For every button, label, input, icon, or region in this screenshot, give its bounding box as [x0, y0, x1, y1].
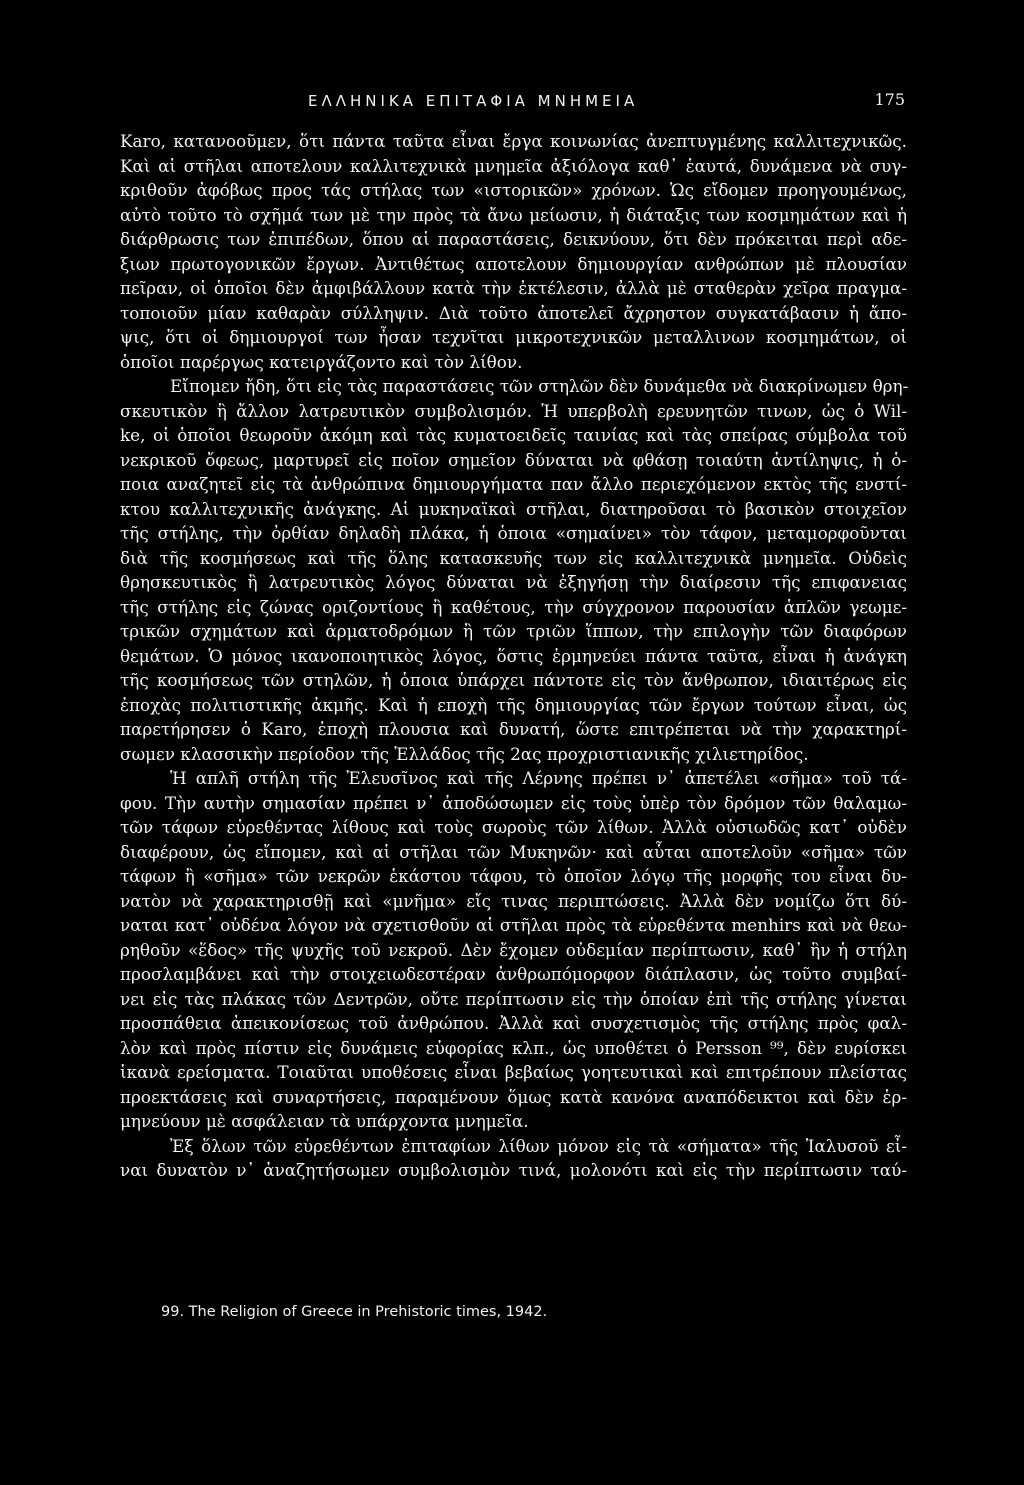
- text-line: διὰ τῆς κοσμήσεως καὶ τῆς ὅλης κατασκευῆς των εἰς καλλιτεχνικὰ μνημεῖα. Οὐδεὶς: [120, 547, 907, 568]
- text-line: ἱκανὰ ερείσματα. Τοιαῦται υποθέσεις εἶναι βεβαίως γοητευτικαὶ καὶ επιτρέπουν πλείστας: [120, 1062, 907, 1082]
- text-line: ψις, ὅτι οἱ δημιουργοί των ἦσαν τεχνῖται μικροτεχνικῶν μεταλλινων κοσμημάτων, οἱ: [120, 327, 907, 347]
- text-line: θεμάτων. Ὁ μόνος ικανοποιητικὸς λόγος, ὅστις ἑρμηνεύει πάντα ταῦτα, εἶναι ἡ ἀνάγκη: [120, 645, 907, 666]
- text-line: πεῖραν, οἱ ὁποῖοι δὲν ἀμφιβάλλουν κατὰ τὴν ἐκτέλεσιν, ἀλλὰ μὲ σταθερὰν χεῖρα πραγμα-: [120, 278, 907, 298]
- text-line: προεκτάσεις καὶ συναρτήσεις, παραμένουν ὅμως κατὰ κανόνα αναπόδεικτοι καὶ δὲν ἑρ-: [120, 1086, 907, 1107]
- text-line: Καὶ αἱ στῆλαι αποτελουν καλλιτεχνικὰ μνημεῖα ἀξιόλογα καθ᾿ ἑαυτά, δυνάμενα νὰ συγ-: [120, 155, 907, 176]
- text-line: ὁποῖοι παρέργως κατειργάζοντο καὶ τὸν λίθον.: [120, 351, 523, 372]
- page-number: 175: [874, 90, 905, 109]
- text-line: ἐποχὰς πολιτιστικῆς ἀκμῆς. Καὶ ἡ εποχὴ τῆς δημιουργίας τῶν ἔργων τούτων εἶναι, ὡς: [120, 694, 907, 715]
- text-line: ke, οἱ ὁποῖοι θεωροῦν ἀκόμη καὶ τὰς κυματοειδεῖς ταινίας καὶ τὰς σπείρας σύμβολα τοῦ: [120, 425, 907, 445]
- running-title: ΕΛΛΗΝΙΚΑ ΕΠΙΤΑΦΙΑ ΜΝΗΜΕΙΑ: [308, 92, 639, 110]
- text-line: ναι δυνατὸν ν᾿ ἀναζητήσωμεν συμβολισμὸν τινά, μολονότι καὶ εἰς τὴν περίπτωσιν ταύ-: [120, 1160, 907, 1180]
- text-line: τῆς στήλης, τὴν ὀρθίαν δηλαδὴ πλάκα, ἡ ὁποια «σημαίνει» τὸν τάφον, μεταμορφοῦνται: [120, 523, 907, 543]
- text-line: μηνεύουν μὲ ασφάλειαν τὰ υπάρχοντα μνημεῖα.: [120, 1111, 529, 1131]
- text-line: Karo, κατανοοῦμεν, ὅτι πάντα ταῦτα εἶναι ἔργα κοινωνίας ἀνεπτυγμένης καλλιτεχνικῶς.: [120, 131, 907, 151]
- text-line: νει εἰς τὰς πλάκας τῶν Δεντρῶν, οὔτε περίπτωσιν εἰς τὴν ὁποίαν ἐπὶ τῆς στήλης γίνεται: [120, 988, 907, 1009]
- text-line: λὸν καὶ πρὸς πίστιν εἰς δυνάμεις εὐφορίας κλπ., ὡς υποθέτει ὁ Persson ⁹⁹, δὲν ευρίσκει: [120, 1037, 907, 1058]
- text-line: ξιων πρωτογονικῶν ἔργων. Ἀντιθέτως αποτελουν δημιουργίαν ανθρώπων μὲ πλουσίαν: [120, 253, 907, 274]
- text-line: τρικῶν σχημάτων καὶ ἁρματοδρόμων ἢ τῶν τριῶν ἵππων, τὴν επιλογὴν τῶν διαφόρων: [120, 621, 907, 641]
- text-line: προσλαμβάνει καὶ τὴν στοιχειωδεστέραν ἀνθρωπόμορφον διάπλασιν, ὡς τοῦτο συμβαί-: [120, 964, 907, 984]
- book-page: [120, 0, 907, 1485]
- text-line: νεκρικοῦ ὄφεως, μαρτυρεῖ εἰς ποῖον σημεῖον δύναται νὰ φθάσῃ τοιαύτη ἀντίληψις, ἡ ὁ-: [120, 449, 907, 470]
- text-line: θρησκευτικὸς ἢ λατρευτικὸς λόγος δύναται νὰ ἐξηγήσῃ τὴν διαίρεσιν τῆς επιφανειας: [120, 572, 907, 592]
- text-line: διαφέρουν, ὡς εἴπομεν, καὶ αἱ στῆλαι τῶν Μυκηνῶν· καὶ αὗται αποτελοῦν «σῆμα» τῶν: [120, 841, 907, 862]
- text-line: τοποιοῦν μίαν καθαρὰν σύλληψιν. Διὰ τοῦτο ἀποτελεῖ ἄχρηστον συγκατάβασιν ἡ ἄπο-: [120, 302, 907, 323]
- text-line: νατὸν νὰ χαρακτηρισθῇ καὶ «μνῆμα» εἴς τινας περιπτώσεις. Ἀλλὰ δὲν νομίζω ὅτι δύ-: [120, 890, 907, 911]
- text-line: κτου καλλιτεχνικῆς ἀνάγκης. Αἱ μυκηναϊκαὶ στῆλαι, διατηροῦσαι τὸ βασικὸν στοιχεῖον: [120, 498, 907, 519]
- text-line: προσπάθεια ἀπεικονίσεως τοῦ ἀνθρώπου. Ἀλλὰ καὶ συσχετισμὸς τῆς στήλης πρὸς φαλ-: [120, 1013, 907, 1033]
- text-line: Εἴπομεν ἤδη, ὅτι εἰς τὰς παραστάσεις τῶν στηλῶν δὲν δυνάμεθα νὰ διακρίνωμεν θρη-: [170, 376, 909, 396]
- text-line: ναται κατ᾿ οὐδένα λόγον νὰ σχετισθοῦν αἱ στῆλαι πρὸς τὰ εὑρεθέντα menhirs καὶ νὰ θεω-: [120, 915, 907, 935]
- text-line: Ἐξ ὅλων τῶν εὑρεθέντων ἐπιταφίων λίθων μόνον εἰς τὰ «σήματα» τῆς Ἰαλυσοῦ εἶ-: [170, 1135, 907, 1156]
- text-line: ποια αναζητεῖ εἰς τὰ ἀνθρώπινα δημιουργήματα παν ἄλλο περιεχόμενον εκτὸς τῆς ενστί-: [120, 474, 907, 494]
- text-line: διάρθρωσις των ἐπιπέδων, ὅπου αἱ παραστάσεις, δεικνύουν, ὅτι δὲν πρόκειται περὶ αδε-: [120, 229, 907, 249]
- text-line: Ἡ απλῆ στήλη τῆς Ἐλευσῖνος καὶ τῆς Λέρνης πρέπει ν᾿ ἀπετέλει «σῆμα» τοῦ τά-: [170, 768, 907, 788]
- text-line: αὐτὸ τοῦτο τὸ σχῆμά των μὲ την πρὸς τὰ ἄνω μείωσιν, ἡ διάταξις των κοσμημάτων καὶ ἡ: [120, 204, 907, 225]
- text-line: ρηθοῦν «ἕδος» τῆς ψυχῆς τοῦ νεκροῦ. Δὲν ἔχομεν οὐδεμίαν περίπτωσιν, καθ᾿ ἣν ἡ στήλη: [120, 939, 907, 960]
- footnote: 99. The Religion of Greece in Prehistoric times, 1942.: [161, 1304, 548, 1320]
- text-line: τῆς στήλης εἰς ζώνας οριζοντίους ἢ καθέτους, τὴν σύγχρονον παρουσίαν ἁπλῶν γεωμε-: [120, 596, 907, 617]
- text-line: τάφων ἢ «σῆμα» τῶν νεκρῶν ἑκάστου τάφου, τὸ ὁποῖον λόγῳ τῆς μορφῆς του εἶναι δυ-: [120, 866, 907, 886]
- text-line: τῆς κοσμήσεως τῶν στηλῶν, ἡ ὁποια ὑπάρχει πάντοτε εἰς τὸν ἄνθρωπον, ιδιαιτέρως εἰς: [120, 670, 907, 690]
- text-line: σωμεν κλασσικὴν περίοδον τῆς Ἑλλάδος τῆς 2ας προχριστιανικῆς χιλιετηρίδος.: [120, 743, 809, 764]
- body-text: [120, 129, 907, 1183]
- text-line: τῶν τάφων εὑρεθέντας λίθους καὶ τοὺς σωροὺς τῶν λίθων. Ἀλλὰ οὐσιωδῶς κατ᾿ οὐδὲν: [120, 817, 907, 837]
- text-line: σκευτικὸν ἢ ἄλλον λατρευτικὸν συμβολισμόν. Ἡ υπερβολὴ ερευνητῶν τινων, ὡς ὁ Wil-: [120, 400, 907, 421]
- text-line: παρετήρησεν ὁ Karo, ἐποχὴ πλουσια καὶ δυνατή, ὥστε επιτρέπεται νὰ τὴν χαρακτηρί-: [120, 719, 907, 739]
- text-line: κριθοῦν ἀφόβως προς τάς στήλας των «ιστορικῶν» χρόνων. Ὡς εἴδομεν προηγουμένως,: [120, 180, 907, 200]
- text-line: φου. Τὴν αυτὴν σημασίαν πρέπει ν᾿ ἀποδώσωμεν εἰς τοὺς ὑπὲρ τὸν δρόμον τῶν θαλαμω-: [120, 792, 907, 813]
